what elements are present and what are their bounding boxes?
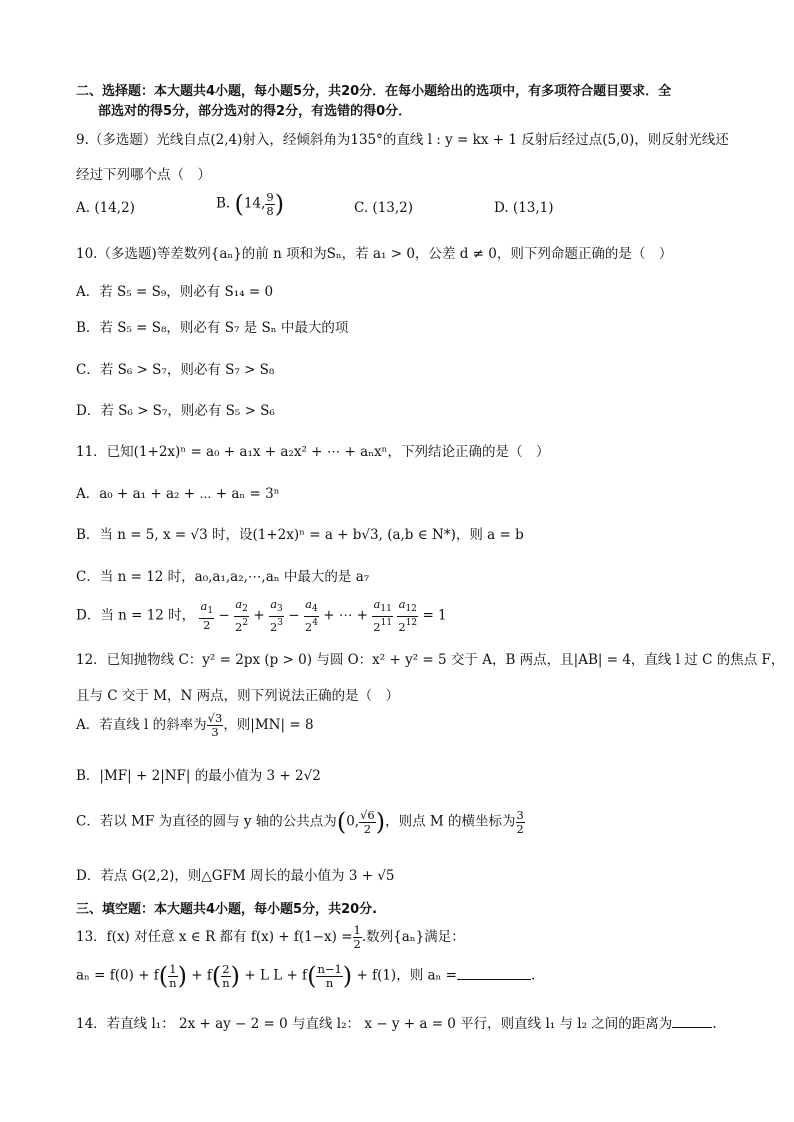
q13-line1-prefix: 13．f(x) 对任意 x ∈ R 都有 f(x) + f(1−x) = xyxy=(76,929,353,945)
q9-option-b-label: B. xyxy=(216,195,231,212)
q13-plus-f: + f xyxy=(191,967,212,984)
q13-line2-prefix: aₙ = f(0) + f xyxy=(76,967,159,984)
q12-option-d: D．若点 G(2,2)，则△GFM 周长的最小值为 3 + √5 xyxy=(76,868,395,884)
q9-stem-line1: 9.（多选题）光线自点(2,4)射入，经倾斜角为135°的直线 l : y = kx + 1 反射后经过点(5,0)，则反射光线还 xyxy=(76,132,729,148)
q9-option-a: A. (14,2) xyxy=(76,200,135,216)
q10-option-a: A．若 S₅ = S₉，则必有 S₁₄ = 0 xyxy=(76,284,274,300)
q10-option-b: B．若 S₅ = S₈，则必有 S₇ 是 Sₙ 中最大的项 xyxy=(76,320,349,336)
q11-option-b: B．当 n = 5, x = √3 时，设(1+2x)ⁿ = a + b√3, (a,b ∈ N*)，则 a = b xyxy=(76,527,524,543)
q14-stem xyxy=(76,1012,717,1032)
q11-option-d: D．当 n = 12 时， $\frac{a_1}{2}$ − $\frac{a_2}{2^2}$ + $\frac{a_3}{2^3}$ − $\frac{a_4}{2^4}$ + ⋯ + $\frac{a_{11}}{2^{11}}$ $\frac{a_{12}}{2^{12}}$ = 1 xyxy=(76,597,447,634)
q12-option-c: C．若以 MF 为直径的圆与 y 轴的公共点为(0, $\frac{√6}{2}$ )，则点 M 的横坐标为 $\frac{3}{2}$ xyxy=(76,807,524,836)
q13-ellipsis: + L L + f xyxy=(244,967,308,984)
section3-header: 三、填空题：本大题共4小题，每小题5分，共20分. xyxy=(76,902,378,917)
q11-stem: 11．已知(1+2x)ⁿ = a₀ + a₁x + a₂x² + ⋯ + aₙxⁿ，下列结论正确的是（ ） xyxy=(76,444,550,460)
q13-line2: aₙ = f(0) + f( $\frac{1}{n}$ ) + f( $\frac{2}{n}$ ) + L L + f( $\frac{n-1}{n}$ ) + f(1)，则 aₙ = . xyxy=(76,961,536,990)
q10-option-c: C．若 S₆ > S₇，则必有 S₇ > S₈ xyxy=(76,362,275,378)
q12-option-c-prefix: C．若以 MF 为直径的圆与 y 轴的公共点为 xyxy=(76,813,337,830)
q11-option-d-suffix: = 1 xyxy=(422,607,447,624)
q12-option-c-fraction: $\frac{√6}{2}$ xyxy=(360,807,375,836)
q13-answer-blank[interactable] xyxy=(457,979,531,980)
q14-end: . xyxy=(712,1016,717,1032)
q12-option-c-mid: ，则点 M 的横坐标为 xyxy=(385,813,516,830)
q10-option-d: D．若 S₆ > S₇，则必有 S₅ > S₆ xyxy=(76,403,275,419)
section2-header-line2: 部选对的得5分，部分选对的得2分，有选错的得0分． xyxy=(98,104,412,119)
q12-option-a xyxy=(76,712,314,739)
q13-line2-end: . xyxy=(530,967,536,984)
q9-option-b: B. (14, $\frac{9}{8}$ ) xyxy=(216,189,285,218)
section2-header-line1: 二、选择题：本大题共4小题，每小题5分，共20分．在每小题给出的选项中，有多项符合题目要求．全 xyxy=(76,84,672,99)
q11-option-c: C．当 n = 12 时，a₀,a₁,a₂,⋯,aₙ 中最大的是 a₇ xyxy=(76,569,370,585)
q9-option-c: C. (13,2) xyxy=(354,200,414,216)
q9-stem-line2: 经过下列哪个点（ ） xyxy=(76,167,211,183)
q13-line1-suffix: .数列{aₙ}满足： xyxy=(361,929,465,945)
q14-text: 14．若直线 l₁： 2x + ay − 2 = 0 与直线 l₂： x − y + a = 0 平行，则直线 l₁ 与 l₂ 之间的距离为 xyxy=(76,1016,673,1032)
q11-option-a: A．a₀ + a₁ + a₂ + ⋯ + aₙ = 3ⁿ xyxy=(76,486,280,502)
q12-option-b: B．|MF| + 2|NF| 的最小值为 3 + 2√2 xyxy=(76,768,321,784)
q14-answer-blank[interactable] xyxy=(672,1027,712,1028)
q12-stem-line2: 且与 C 交于 M，N 两点，则下列说法正确的是（ ） xyxy=(76,688,400,704)
q11-option-d-prefix: D．当 n = 12 时， xyxy=(76,607,196,624)
q9-option-b-fraction: $\frac{9}{8}$ xyxy=(266,189,274,218)
q12-option-a-suffix: ，则|MN| = 8 xyxy=(223,717,314,733)
q12-option-a-fraction: $\frac{√3}{3}$ xyxy=(207,711,223,739)
q13-line1 xyxy=(76,924,465,951)
q10-stem: 10.（多选题)等差数列{aₙ}的前 n 项和为Sₙ，若 a₁ > 0，公差 d ≠ 0，则下列命题正确的是（ ） xyxy=(76,246,673,262)
q12-option-c-fraction2: $\frac{3}{2}$ xyxy=(516,807,524,836)
q12-option-a-prefix: A．若直线 l 的斜率为 xyxy=(76,717,207,733)
q13-line2-suffix: + f(1)，则 aₙ = xyxy=(356,967,457,984)
q13-line1-fraction: $\frac{1}{2}$ xyxy=(353,923,361,951)
q9-option-d: D. (13,1) xyxy=(494,200,554,216)
q12-stem-line1: 12．已知抛物线 C：y² = 2px (p > 0) 与圆 O：x² + y² = 5 交于 A，B 两点，且|AB| = 4，直线 l 过 C 的焦点 F， xyxy=(76,652,785,668)
